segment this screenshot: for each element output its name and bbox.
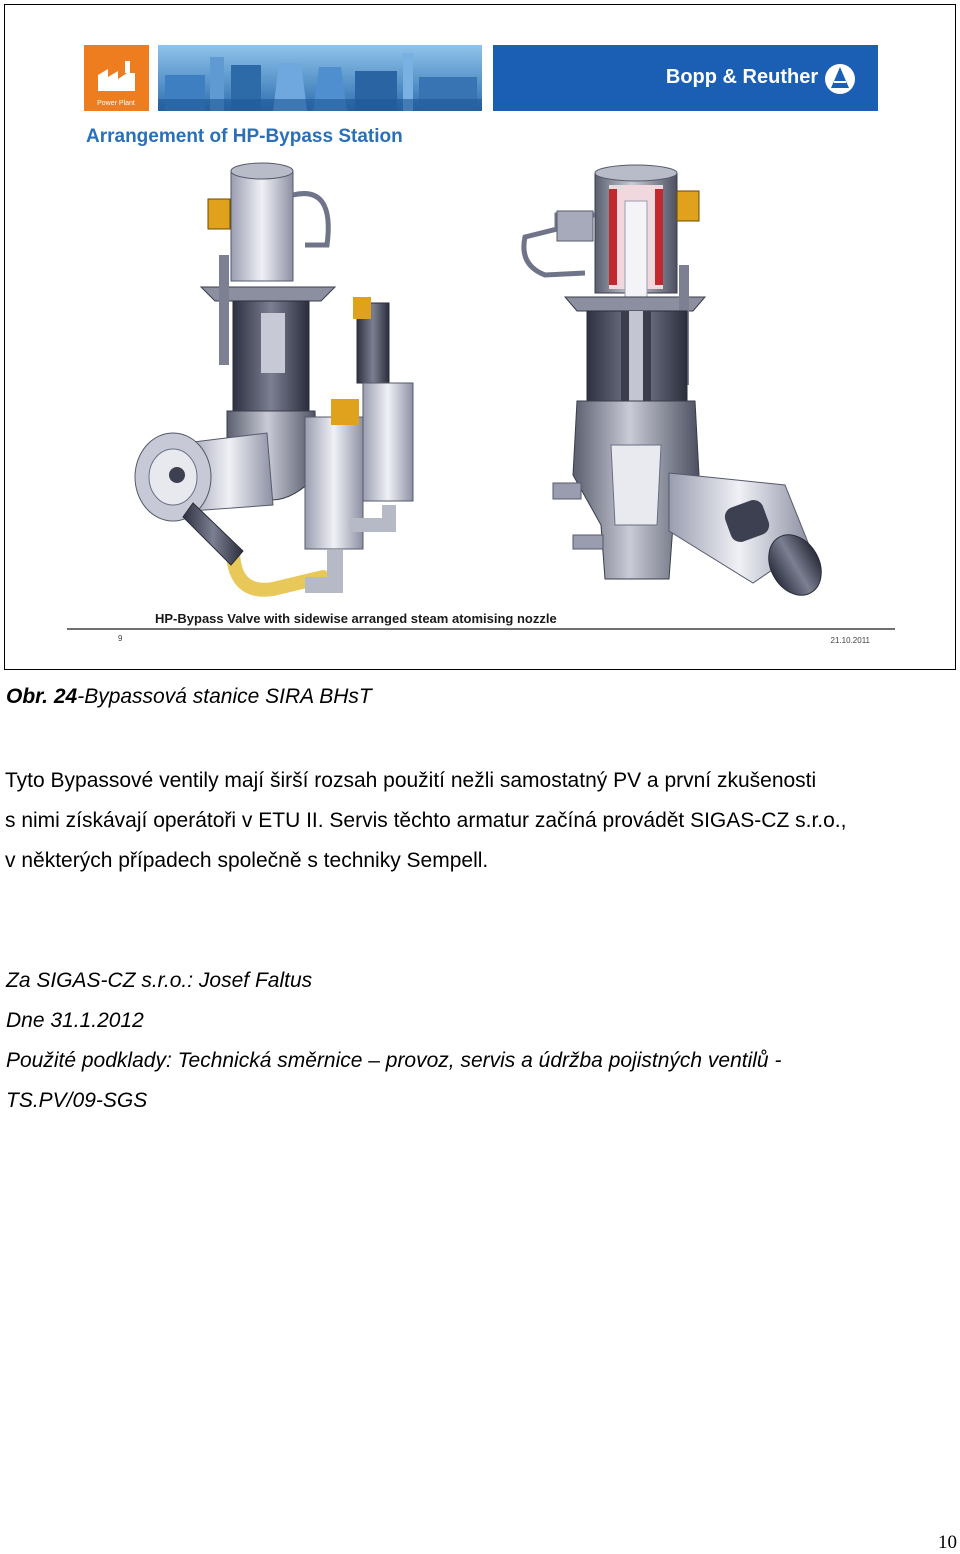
power-plant-logo [84,45,149,111]
caption-label: Obr. 24 [6,685,78,708]
caption-text: -Bypassová stanice SIRA BHsT [77,685,372,708]
slide-graphic [5,5,956,670]
page-number: 10 [938,1532,957,1553]
brand-banner [493,45,878,111]
brand-name: Bopp & Reuther [665,66,819,88]
brand-logo-icon [825,64,855,94]
signature-sources-code: TS.PV/09-SGS [6,1089,148,1112]
figure-caption [6,685,372,709]
signature-sources: Použité podklady: Technická směrnice – provoz, servis a údržba pojistných ventilů - [6,1049,782,1072]
body-paragraph [5,761,950,881]
paragraph-line-2: s nimi získávají operátoři v ETU II. Servis těchto armatur začíná provádět SIGAS-CZ s.r.o., [5,809,847,832]
slide-title: Arrangement of HP-Bypass Station [86,126,403,147]
paragraph-line-1: Tyto Bypassové ventily mají širší rozsah použití nežli samostatný PV a první zkušenosti [5,769,817,792]
paragraph-line-3: v některých případech společně s techniky Sempell. [5,849,489,872]
svg-text:Power Plant: Power Plant [97,100,135,107]
signature-date: Dne 31.1.2012 [6,1009,144,1032]
signature-author: Za SIGAS-CZ s.r.o.: Josef Faltus [6,969,313,992]
figure-slide [4,4,956,670]
industrial-photo [158,45,482,111]
left-valve-illustration [135,163,413,590]
signature-block [6,961,781,1121]
slide-number: 9 [118,634,123,643]
slide-date: 21.10.2011 [830,636,870,645]
right-valve-cutaway-illustration [524,165,832,605]
slide-subtitle: HP-Bypass Valve with sidewise arranged steam atomising nozzle [155,611,557,626]
